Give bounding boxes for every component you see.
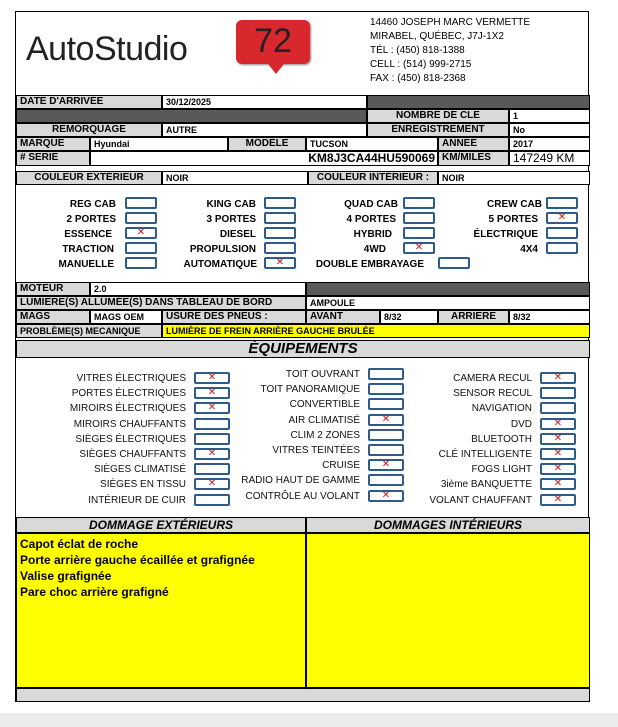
rear-value: 8/32 [509, 310, 590, 324]
check-mark-icon: ✕ [381, 414, 391, 425]
check-mark-icon: ✕ [381, 490, 391, 501]
option-label-3-portes: 3 PORTES [206, 214, 256, 225]
equipment-label-sieges-electriques: SIÈGES ÉLECTRIQUES [75, 434, 186, 445]
phone-cell: CELL : (514) 999-2715 [370, 59, 472, 70]
option-checkbox-diesel[interactable] [264, 227, 296, 239]
option-label-5-portes: 5 PORTES [488, 214, 538, 225]
keys-label: NOMBRE DE CLE [367, 109, 509, 123]
serial-label: # SERIE [16, 151, 90, 166]
model-value: TUCSON [306, 137, 438, 151]
equipment-checkbox-sieges-chauffants[interactable] [194, 448, 230, 460]
equipment-checkbox-sieges-climatise[interactable] [194, 463, 230, 475]
option-checkbox-4-portes[interactable] [403, 212, 435, 224]
option-checkbox-3-portes[interactable] [264, 212, 296, 224]
equipment-label-interieur-de-cuir: INTÉRIEUR DE CUIR [88, 495, 186, 506]
vehicle-intake-form [15, 11, 589, 702]
option-label-traction: TRACTION [62, 244, 114, 255]
equipment-label-sensor-recul: SENSOR RECUL [453, 388, 532, 399]
phone-tel: TÉL : (450) 818-1388 [370, 45, 465, 56]
check-mark-icon: ✕ [207, 448, 217, 459]
equipment-checkbox-controle-au-volant[interactable] [368, 490, 404, 502]
exterior-damage-line: Valise grafignée [20, 569, 112, 583]
front-value: 8/32 [380, 310, 438, 324]
make-value: Hyundai [90, 137, 228, 151]
equipment-checkbox-portes-electriques[interactable] [194, 387, 230, 399]
mags-value: MAGS OEM [90, 310, 162, 324]
check-mark-icon: ✕ [557, 212, 567, 223]
option-checkbox-automatique[interactable] [264, 257, 296, 269]
equipment-checkbox-toit-panoramique[interactable] [368, 383, 404, 395]
option-checkbox-5-portes[interactable] [546, 212, 578, 224]
model-label: MODELE [228, 137, 306, 151]
logo-badge-tail [268, 64, 284, 74]
option-checkbox-2-portes[interactable] [125, 212, 157, 224]
option-label--lectrique: ÉLECTRIQUE [473, 229, 538, 240]
option-label-propulsion: PROPULSION [189, 244, 256, 255]
interior-damage-box [306, 533, 590, 688]
equipment-checkbox-camera-recul[interactable] [540, 372, 576, 384]
equipment-label-3ieme-banquette: 3ième BANQUETTE [440, 479, 532, 490]
km-value: 147249 KM [509, 151, 590, 166]
problem-label: PROBLÈME(S) MECANIQUE [16, 324, 162, 338]
tire-wear-label: USURE DES PNEUS : [162, 310, 306, 324]
equipment-section [16, 362, 588, 512]
check-mark-icon: ✕ [553, 478, 563, 489]
exterior-damage-box [16, 533, 306, 688]
keys-value: 1 [509, 109, 590, 123]
towing-label: REMORQUAGE [16, 123, 162, 137]
exterior-damage-title: DOMMAGE EXTÉRIEURS [16, 517, 306, 533]
lights-value: AMPOULE [306, 296, 590, 310]
equipment-label-cruise: CRUISE [322, 460, 360, 471]
equipment-checkbox-air-climatise[interactable] [368, 414, 404, 426]
check-mark-icon: ✕ [381, 459, 391, 470]
equipment-label-toit-ouvrant: TOIT OUVRANT [285, 369, 360, 380]
check-mark-icon: ✕ [553, 418, 563, 429]
option-checkbox-manuelle[interactable] [125, 257, 157, 269]
equipment-checkbox-navigation[interactable] [540, 402, 576, 414]
option-checkbox-quad-cab[interactable] [403, 197, 435, 209]
option-label-manuelle: MANUELLE [58, 259, 114, 270]
option-checkbox-crew-cab[interactable] [546, 197, 578, 209]
int-color-label: COULEUR INTÉRIEUR : [308, 171, 438, 185]
make-label: MARQUE [16, 137, 90, 151]
check-mark-icon: ✕ [553, 372, 563, 383]
year-value: 2017 [509, 137, 590, 151]
equipment-label-miroirs-chauffants: MIROIRS CHAUFFANTS [73, 419, 186, 430]
equipment-checkbox-fogs-light[interactable] [540, 463, 576, 475]
mags-label: MAGS [16, 310, 90, 324]
logo-number: 72 [254, 22, 292, 60]
equipment-label-volant-chauffant: VOLANT CHAUFFANT [429, 495, 532, 506]
equipment-label-vitres-teintees: VITRES TEINTÉES [272, 445, 360, 456]
equipment-label-sieges-en-tissu: SIÈGES EN TISSU [100, 479, 186, 490]
check-mark-icon: ✕ [207, 402, 217, 413]
logo [26, 18, 336, 88]
equipment-checkbox-interieur-de-cuir[interactable] [194, 494, 230, 506]
equipment-checkbox-sieges-en-tissu[interactable] [194, 478, 230, 490]
option-checkbox-4x4[interactable] [546, 242, 578, 254]
date-filler [367, 95, 590, 109]
option-checkbox-essence[interactable] [125, 227, 157, 239]
options-section [16, 189, 588, 277]
keys-filler [16, 109, 367, 123]
equipment-checkbox-sieges-electriques[interactable] [194, 433, 230, 445]
logo-badge [236, 20, 310, 64]
equipment-checkbox-convertible[interactable] [368, 398, 404, 410]
equipment-label-sieges-chauffants: SIÈGES CHAUFFANTS [79, 449, 186, 460]
equipment-label-vitres-electriques: VITRES ÉLECTRIQUES [76, 373, 186, 384]
equipment-label-clim-2-zones: CLIM 2 ZONES [290, 430, 360, 441]
option-label-automatique: AUTOMATIQUE [183, 259, 257, 270]
option-label-reg-cab: REG CAB [69, 199, 116, 210]
equipment-label-controle-au-volant: CONTRÔLE AU VOLANT [245, 491, 360, 502]
option-checkbox--lectrique[interactable] [546, 227, 578, 239]
equipment-label-portes-electriques: PORTES ÉLECTRIQUES [71, 388, 186, 399]
address-line2: MIRABEL, QUÉBEC, J7J-1X2 [370, 31, 504, 42]
equipment-label-cle-intelligente: CLÉ INTELLIGENTE [438, 449, 532, 460]
option-checkbox-propulsion[interactable] [264, 242, 296, 254]
front-label: AVANT [306, 310, 380, 324]
serial-value: KM8J3CA44HU590069 [90, 151, 438, 166]
option-label-quad-cab: QUAD CAB [344, 199, 398, 210]
option-label-double-embrayage: DOUBLE EMBRAYAGE [315, 259, 424, 270]
option-checkbox-reg-cab[interactable] [125, 197, 157, 209]
interior-damage-title: DOMMAGES INTÉRIEURS [306, 517, 590, 533]
form-footer [16, 688, 590, 702]
option-label-king-cab: KING CAB [206, 199, 256, 210]
ext-color-label: COULEUR EXTÉRIEUR [16, 171, 162, 185]
equipment-label-miroirs-electriques: MIROIRS ÉLECTRIQUES [69, 403, 186, 414]
equipment-label-air-climatise: AIR CLIMATISÉ [288, 415, 360, 426]
address-line1: 14460 JOSEPH MARC VERMETTE [370, 17, 531, 28]
option-label-hybrid: HYBRID [353, 229, 392, 240]
equipment-label-fogs-light: FOGS LIGHT [471, 464, 532, 475]
ext-color-value: NOIR [162, 171, 308, 185]
option-label-diesel: DIESEL [219, 229, 256, 240]
contact-block [370, 16, 530, 86]
option-checkbox-hybrid[interactable] [403, 227, 435, 239]
equipment-checkbox-bluetooth[interactable] [540, 433, 576, 445]
year-label: ANNEE [438, 137, 509, 151]
equipment-checkbox-dvd[interactable] [540, 418, 576, 430]
engine-label: MOTEUR [16, 282, 90, 296]
equipment-checkbox-vitres-electriques[interactable] [194, 372, 230, 384]
lights-label: LUMIERE(S) ALLUMÉE(S) DANS TABLEAU DE BORD [16, 296, 306, 310]
equipment-checkbox-cle-intelligente[interactable] [540, 448, 576, 460]
engine-filler [306, 282, 590, 296]
rear-label: ARRIERE [438, 310, 509, 324]
equipment-checkbox-volant-chauffant[interactable] [540, 494, 576, 506]
check-mark-icon: ✕ [136, 227, 146, 238]
option-checkbox-4wd[interactable] [403, 242, 435, 254]
equipment-checkbox-clim-2-zones[interactable] [368, 429, 404, 441]
option-label-4x4: 4X4 [520, 244, 538, 255]
option-checkbox-king-cab[interactable] [264, 197, 296, 209]
option-checkbox-double-embrayage[interactable] [438, 257, 470, 269]
registration-label: ENREGISTREMENT [367, 123, 509, 137]
equipment-label-navigation: NAVIGATION [471, 403, 532, 414]
problem-value: LUMIÈRE DE FREIN ARRIÈRE GAUCHE BRULÉE [162, 324, 590, 338]
date-value: 30/12/2025 [162, 95, 367, 109]
equipment-label-bluetooth: BLUETOOTH [471, 434, 532, 445]
phone-fax: FAX : (450) 818-2368 [370, 73, 466, 84]
equipment-checkbox-vitres-teintees[interactable] [368, 444, 404, 456]
equipment-checkbox-toit-ouvrant[interactable] [368, 368, 404, 380]
equipment-label-radio-haut-de-gamme: RADIO HAUT DE GAMME [241, 475, 360, 486]
engine-value: 2.0 [90, 282, 306, 296]
equipment-label-dvd: DVD [510, 419, 532, 430]
option-checkbox-traction[interactable] [125, 242, 157, 254]
equipment-label-convertible: CONVERTIBLE [289, 399, 360, 410]
equipment-checkbox-3ieme-banquette[interactable] [540, 478, 576, 490]
equipment-title: ÉQUIPEMENTS [16, 340, 590, 358]
check-mark-icon: ✕ [553, 494, 563, 505]
towing-value: AUTRE [162, 123, 367, 137]
check-mark-icon: ✕ [553, 433, 563, 444]
equipment-checkbox-miroirs-electriques[interactable] [194, 402, 230, 414]
exterior-damage-line: Porte arrière gauche écaillée et grafignée [20, 553, 255, 567]
option-label-4-portes: 4 PORTES [346, 214, 396, 225]
equipment-label-sieges-climatise: SIÈGES CLIMATISÉ [93, 464, 186, 475]
registration-value: No [509, 123, 590, 137]
page-bottom-strip [0, 713, 618, 727]
exterior-damage-line: Pare choc arrière grafigné [20, 585, 169, 599]
equipment-checkbox-sensor-recul[interactable] [540, 387, 576, 399]
logo-text: AutoStudio [26, 30, 188, 68]
check-mark-icon: ✕ [207, 387, 217, 398]
km-label: KM/MILES [438, 151, 509, 166]
check-mark-icon: ✕ [207, 478, 217, 489]
check-mark-icon: ✕ [414, 242, 424, 253]
check-mark-icon: ✕ [553, 463, 563, 474]
equipment-checkbox-miroirs-chauffants[interactable] [194, 418, 230, 430]
check-mark-icon: ✕ [553, 448, 563, 459]
exterior-damage-line: Capot éclat de roche [20, 537, 139, 551]
int-color-value: NOIR [438, 171, 590, 185]
equipment-checkbox-radio-haut-de-gamme[interactable] [368, 474, 404, 486]
option-label-2-portes: 2 PORTES [66, 214, 116, 225]
option-label-crew-cab: CREW CAB [487, 199, 542, 210]
equipment-label-camera-recul: CAMERA RECUL [453, 373, 532, 384]
option-label-essence: ESSENCE [64, 229, 112, 240]
check-mark-icon: ✕ [207, 372, 217, 383]
option-label-4wd: 4WD [363, 244, 386, 255]
equipment-checkbox-cruise[interactable] [368, 459, 404, 471]
date-label: DATE D'ARRIVÉE [16, 95, 162, 109]
check-mark-icon: ✕ [275, 257, 285, 268]
equipment-label-toit-panoramique: TOIT PANORAMIQUE [260, 384, 360, 395]
